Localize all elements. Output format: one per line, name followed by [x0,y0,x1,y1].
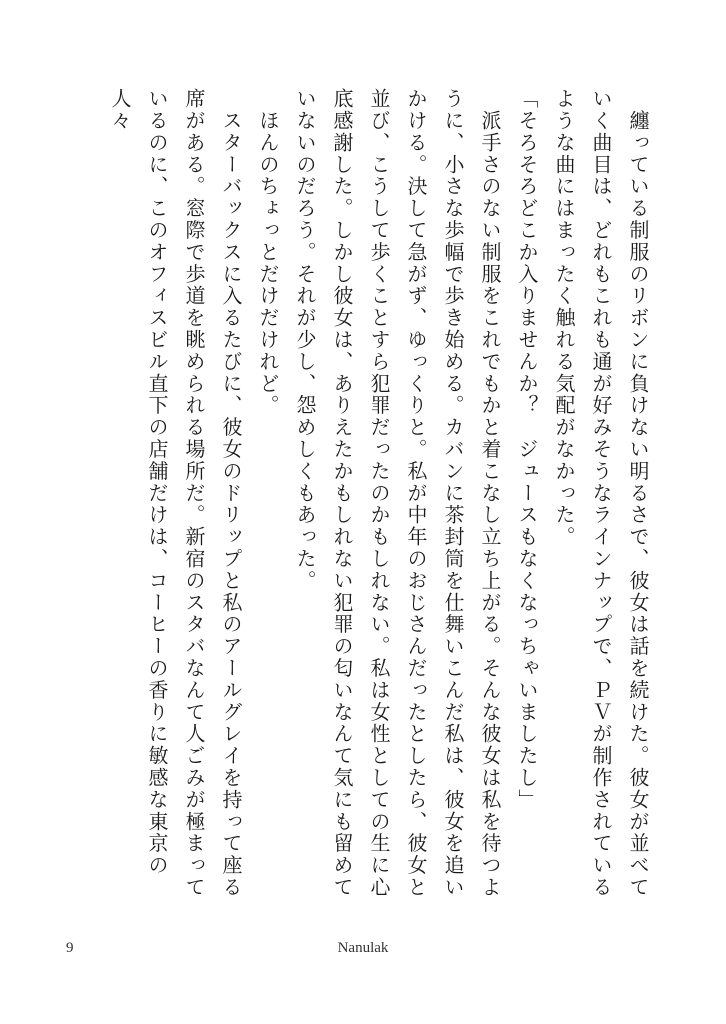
page-number: 9 [66,940,74,956]
vertical-text-body [60,88,656,918]
paragraph-2: 「そろそろどこか入りませんか？ ジュースもなくなっちゃいましたし」 派手さのない制服をこれでもかと着こなし立ち上がる。そんな彼女は私を待つよ うに、小さな歩幅で歩き始める。カバンに茶封筒を仕舞いこんだ私は、彼女を追い かける。決して急がず、ゆっくりと。私が中年のおじさんだったとしたら、彼女と 並び、こうして歩くことすら犯罪だったのかもしれない。私は女性としての生に心 底感謝した。しかし彼女は、ありえたかもしれない犯罪の匂いなんて気にも留めて いないのだろう。それが少し、怨めしくもあった。 ほんのちょっとだけだけれど。 [256,88,539,899]
paragraph-3: スターバックスに入るたびに、彼女のドリップと私のアールグレイを持って座る 席がある。窓際で歩道を眺められる場所だ。新宿のスタバなんて人ごみが極まって いるのに、このオフィスビル直下の店舗だけは、コーヒーの香りに敏感な東京の人々 [108,88,243,899]
paragraph-1: 纏っている制服のリボンに負けない明るさで、彼女は話を続けた。彼女が並べて いく曲目は、どれもこれも通が好みそうなラインナップで、ＰＶが制作されている ような曲にはまったく触れる気配がなかった。 [552,88,650,899]
author-name: Nanulak [337,940,389,956]
